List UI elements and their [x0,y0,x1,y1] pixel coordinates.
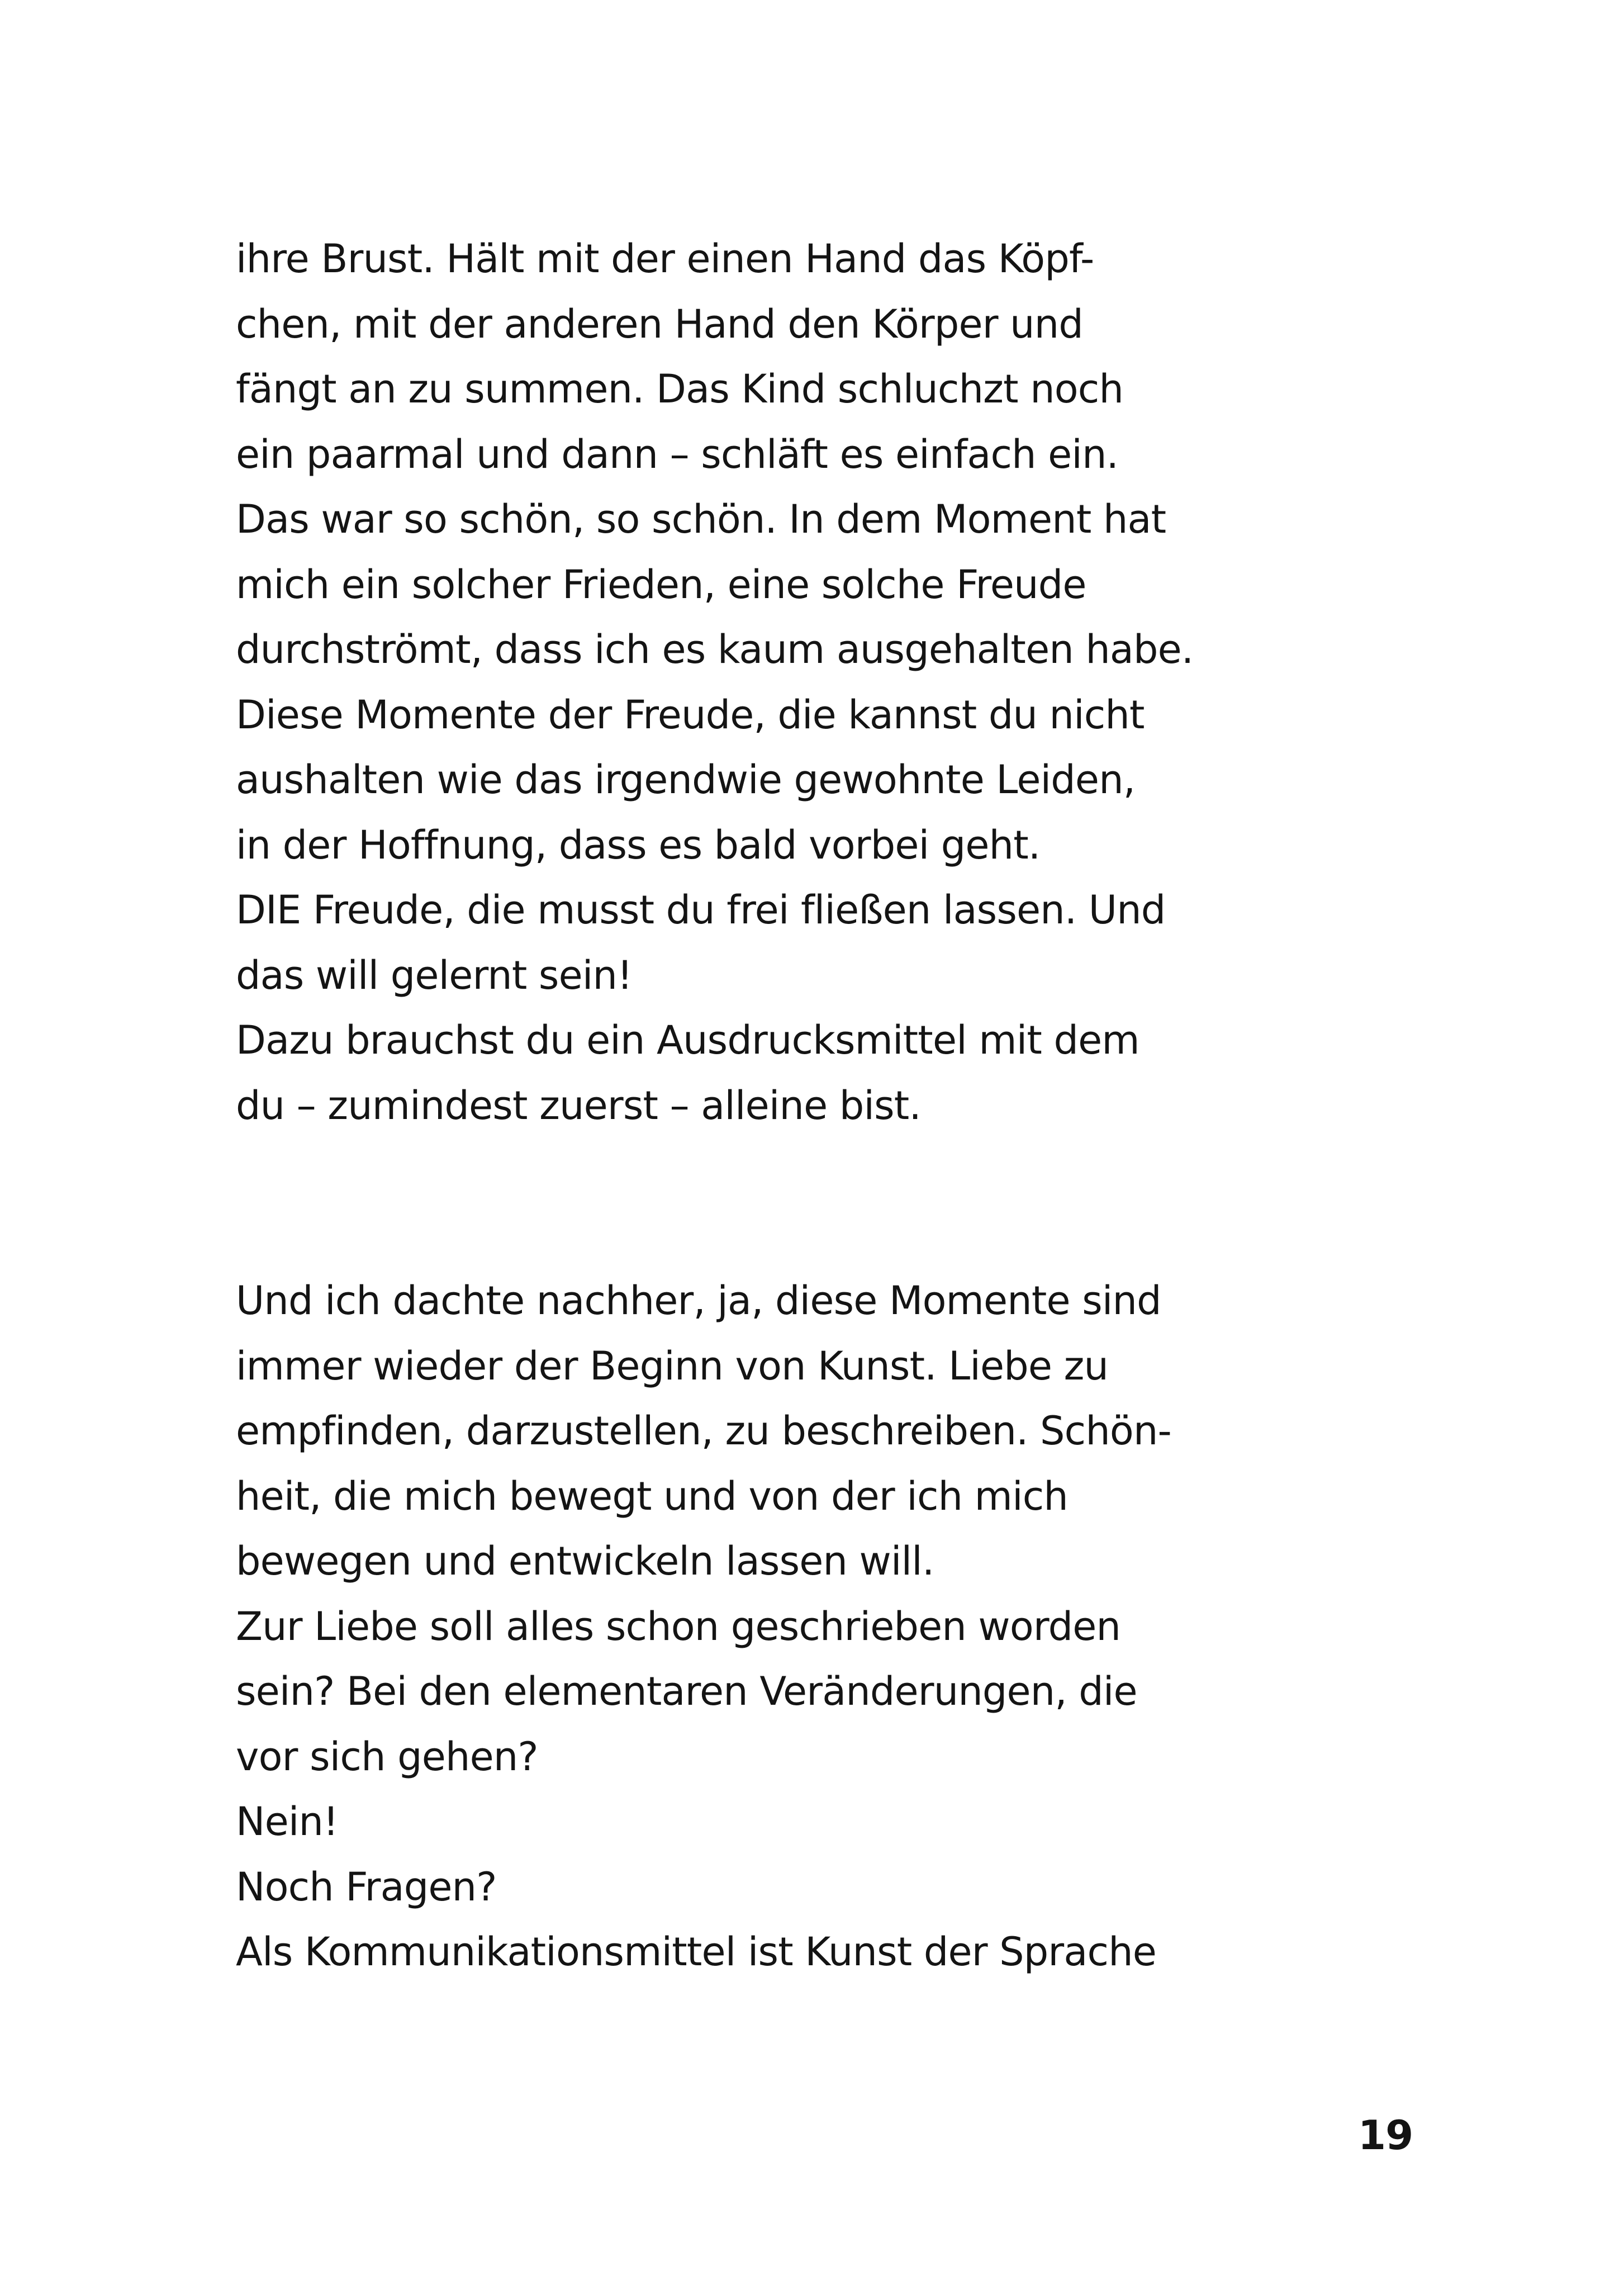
text-line: empfinden, darzustellen, zu beschreiben. Schön- [236,1408,1171,1454]
text-line: bewegen und entwickeln lassen will. [236,1538,934,1584]
text-line: aushalten wie das irgendwie gewohnte Leiden, [236,757,1136,803]
text-line: sein? Bei den elementaren Veränderungen, die [236,1668,1137,1714]
text-line: ein paarmal und dann – schläft es einfach ein. [236,431,1119,477]
body-text [236,226,1331,1985]
text-line: Dazu brauchst du ein Ausdrucksmittel mit dem [236,1017,1139,1063]
text-line: durchströmt, dass ich es kaum ausgehalten habe. [236,627,1194,672]
text-line: Als Kommunikationsmittel ist Kunst der Sprache [236,1929,1157,1975]
text-line: fängt an zu summen. Das Kind schluchzt noch [236,366,1124,412]
text-line: Und ich dachte nachher, ja, diese Momente sind [236,1278,1161,1324]
text-line: chen, mit der anderen Hand den Körper und [236,301,1083,347]
text-line: mich ein solcher Frieden, eine solche Freude [236,561,1086,608]
text-line: du – zumindest zuerst – alleine bist. [236,1082,921,1129]
paragraph-gap [236,1138,1331,1268]
page-number: 19 [1358,2112,1413,2159]
text-line: in der Hoffnung, dass es bald vorbei geht. [236,822,1041,868]
text-line: das will gelernt sein! [236,952,633,998]
text-line: vor sich gehen? [236,1733,538,1780]
text-line: immer wieder der Beginn von Kunst. Liebe zu [236,1343,1109,1389]
text-line: Diese Momente der Freude, die kannst du nicht [236,691,1145,738]
text-line: Noch Fragen? [236,1864,497,1910]
text-line: Zur Liebe soll alles schon geschrieben worden [236,1603,1121,1649]
text-line: Das war so schön, so schön. In dem Moment hat [236,496,1166,542]
text-line: DIE Freude, die musst du frei fließen lassen. Und [236,887,1166,933]
text-line: ihre Brust. Hält mit der einen Hand das Köpf- [236,236,1094,282]
paragraph-2 [236,1268,1331,1985]
text-line: heit, die mich bewegt und von der ich mich [236,1473,1068,1519]
paragraph-1 [236,226,1331,1138]
text-line: Nein! [236,1799,339,1845]
